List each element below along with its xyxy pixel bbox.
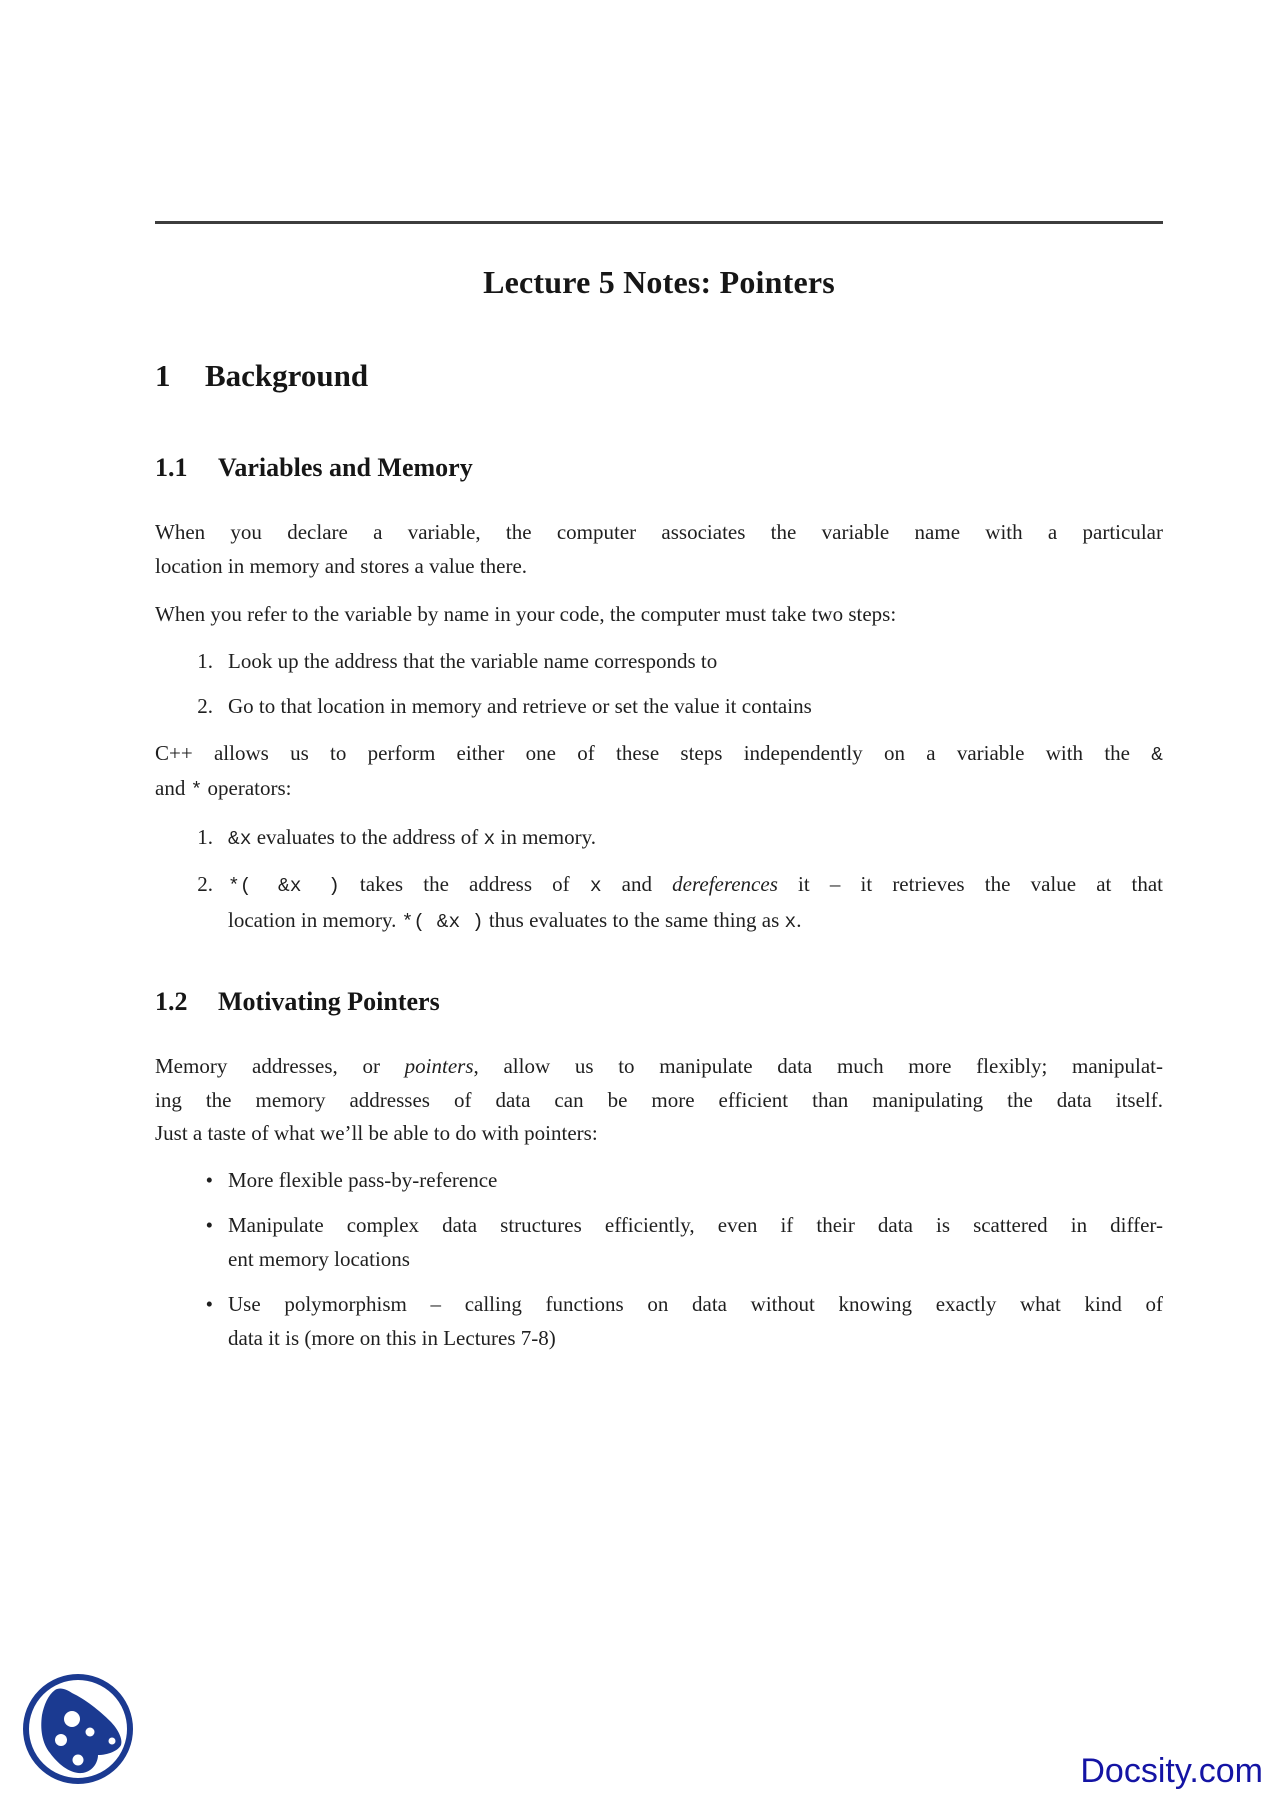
paragraph <box>155 516 1163 583</box>
list-item <box>155 1209 1163 1276</box>
text-segment: Go to that location in memory and retrieve or set the value it contains <box>228 694 812 718</box>
text-segment: More flexible pass-by-reference <box>228 1167 498 1192</box>
text-line <box>155 516 1163 550</box>
text-segment: location in memory. <box>228 907 402 932</box>
text-segment: . <box>796 907 802 932</box>
text-segment: and <box>601 872 673 896</box>
text-segment: takes the address of <box>339 872 590 896</box>
emphasis-text: pointers <box>404 1054 474 1078</box>
heading-label: Variables and Memory <box>218 453 473 482</box>
list-number: 1. <box>197 824 213 849</box>
text-line <box>155 737 1163 773</box>
code-inline: x <box>483 827 496 850</box>
text-segment: Use polymorphism – calling functions on data without knowing exactly what kind of <box>228 1292 1163 1316</box>
list-number: 2. <box>197 694 213 718</box>
code-inline: x <box>589 875 602 897</box>
text-segment: and <box>155 776 191 800</box>
docsity-logo <box>20 1671 136 1787</box>
code-inline: * <box>190 779 203 801</box>
text-line <box>155 1050 1163 1084</box>
text-line <box>228 1322 1163 1356</box>
list-item-text <box>228 868 1163 939</box>
code-inline: & <box>1151 743 1163 766</box>
bullet-icon: • <box>205 1167 213 1192</box>
section-heading <box>155 357 1163 395</box>
list-item <box>155 1288 1163 1355</box>
list-item-text <box>228 1209 1163 1276</box>
text-line <box>228 1243 1163 1277</box>
heading-number: 1 <box>155 358 171 393</box>
code-inline: x <box>784 910 797 933</box>
list-item <box>155 645 1163 679</box>
subsection-heading <box>155 451 1163 484</box>
text-line <box>155 598 1163 632</box>
page-content <box>155 0 1163 1355</box>
list-item-text <box>228 821 1163 857</box>
heading-label: Motivating Pointers <box>218 987 440 1016</box>
list-number: 1. <box>197 648 213 673</box>
text-segment: in memory. <box>495 824 596 849</box>
text-line <box>155 550 1163 584</box>
subsection-heading <box>155 985 1163 1018</box>
heading-number: 1.1 <box>155 453 188 482</box>
text-line <box>228 1288 1163 1322</box>
text-line <box>228 645 1163 679</box>
text-segment: it – it retrieves the value at that <box>777 872 1163 896</box>
text-segment: Just a taste of what we’ll be able to do with pointers: <box>155 1121 598 1145</box>
heading-label: Background <box>205 358 369 393</box>
paragraph <box>155 1050 1163 1151</box>
document-title: Lecture 5 Notes: Pointers <box>483 264 835 300</box>
code-inline: *( &x ) <box>401 910 484 933</box>
list-item <box>155 868 1163 939</box>
text-line <box>155 1117 1163 1151</box>
list-item-text <box>228 645 1163 679</box>
paragraph <box>155 737 1163 808</box>
text-segment: operators: <box>202 776 292 800</box>
text-line <box>155 1084 1163 1118</box>
title-rule <box>155 221 1163 224</box>
bullet-list <box>155 1164 1163 1356</box>
text-segment: When you declare a variable, the computer associates the variable name with a particular <box>155 520 1163 544</box>
text-line <box>228 868 1163 904</box>
text-line <box>155 772 1163 808</box>
text-segment: Manipulate complex data structures efficiently, even if their data is scattered in differ- <box>228 1213 1163 1237</box>
bullet-icon: • <box>205 1292 213 1316</box>
text-segment: thus evaluates to the same thing as <box>483 907 785 932</box>
list-number: 2. <box>197 872 213 896</box>
text-segment: data it is (more on this in Lectures 7-8) <box>228 1325 556 1350</box>
text-segment: location in memory and stores a value there. <box>155 553 528 578</box>
text-line <box>228 690 1163 724</box>
text-segment: evaluates to the address of <box>251 824 484 849</box>
text-line <box>228 1209 1163 1243</box>
heading-number: 1.2 <box>155 987 188 1016</box>
code-inline: &x <box>228 827 252 850</box>
text-segment: Memory addresses, or <box>155 1054 405 1078</box>
text-segment: ent memory locations <box>228 1246 410 1271</box>
list-item-text <box>228 690 1163 724</box>
ordered-list <box>155 821 1163 940</box>
paragraph <box>155 598 1163 632</box>
text-segment: C++ allows us to perform either one of these steps independently on a variable with the <box>155 740 1152 765</box>
list-item <box>155 821 1163 857</box>
list-item-text <box>228 1288 1163 1355</box>
emphasis-text: dereferences <box>672 872 778 896</box>
document-flow <box>155 357 1163 1355</box>
docsity-brand: Docsity.com <box>1080 1752 1263 1790</box>
list-item <box>155 690 1163 724</box>
text-segment: , allow us to manipulate data much more flexibly; manipulat- <box>473 1054 1163 1078</box>
text-line <box>228 1164 1163 1198</box>
text-segment: Look up the address that the variable name corresponds to <box>228 648 718 673</box>
text-line <box>228 904 1163 940</box>
text-segment: ing the memory addresses of data can be more efficient than manipulating the data itself. <box>155 1087 1163 1112</box>
bullet-icon: • <box>205 1213 213 1237</box>
code-inline: *( &x ) <box>228 875 340 897</box>
text-segment: When you refer to the variable by name in your code, the computer must take two steps: <box>155 602 897 626</box>
ordered-list <box>155 645 1163 724</box>
text-line <box>228 821 1163 857</box>
list-item <box>155 1164 1163 1198</box>
list-item-text <box>228 1164 1163 1198</box>
docsity-logo-icon <box>20 1671 136 1787</box>
